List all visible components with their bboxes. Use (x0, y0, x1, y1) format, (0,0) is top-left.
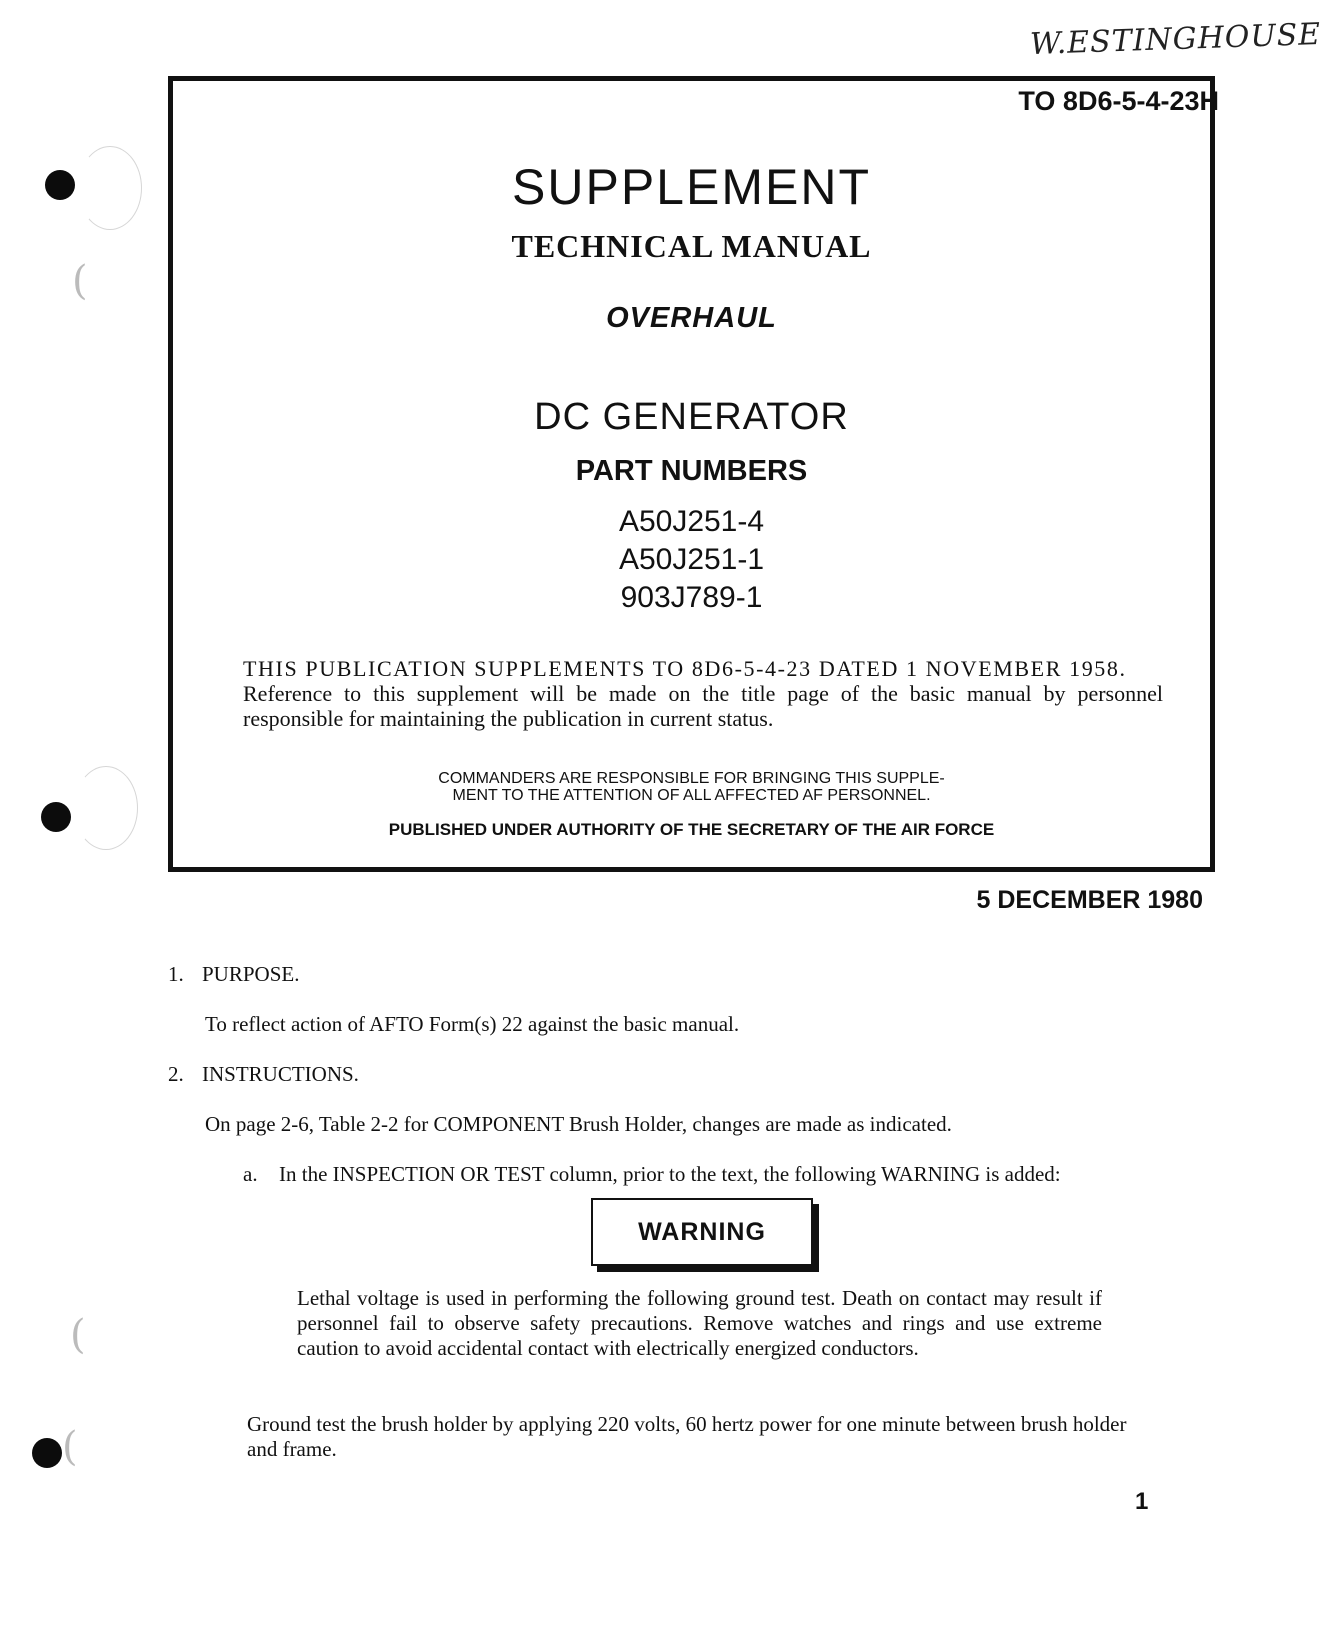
part-number: A50J251-1 (618, 543, 765, 576)
commanders-notice-line2: MENT TO THE ATTENTION OF ALL AFFECTED AF PERSONNEL. (452, 787, 931, 804)
handwritten-note: W.ESTINGHOUSE (1029, 16, 1322, 63)
section-instructions-text: On page 2-6, Table 2-2 for COMPONENT Brush Holder, changes are made as indicated. (205, 1112, 952, 1136)
punch-hole-top (45, 170, 75, 200)
part-number: 903J789-1 (620, 581, 763, 614)
warning-text: Lethal voltage is used in performing the following ground test. Death on contact may result if personnel fail to observe safety precautions. Remove watches and rings and use extreme caution to avoid accidental contact with electrically energized conductors. (297, 1286, 1102, 1360)
supplement-notice-body: Reference to this supplement will be made on the title page of the basic manual by personnel responsible for maintaining the publication in current status. (243, 681, 1163, 731)
section-number: 2. (168, 1062, 184, 1086)
punch-hole-middle (41, 802, 71, 832)
section-number: 1. (168, 962, 184, 986)
page-number: 1 (1135, 1488, 1149, 1515)
commanders-notice-line1: COMMANDERS ARE RESPONSIBLE FOR BRINGING THIS SUPPLE- (438, 770, 945, 787)
punch-hole-bottom (32, 1438, 62, 1468)
part-numbers-label: PART NUMBERS (575, 455, 808, 487)
supplement-notice-line1: THIS PUBLICATION SUPPLEMENTS TO 8D6-5-4-23 DATED 1 NOVEMBER 1958. (243, 656, 1127, 681)
part-number: A50J251-4 (618, 505, 765, 538)
to-number: TO 8D6-5-4-23H (1018, 86, 1219, 116)
document-title: SUPPLEMENT (512, 159, 871, 215)
punch-hole-ring-middle (74, 766, 138, 850)
section-heading: PURPOSE. (202, 962, 300, 986)
section-instructions (168, 1062, 359, 1087)
edge-mark: ( (70, 1312, 86, 1358)
part-number-list (168, 503, 1215, 617)
edge-mark: ( (62, 1424, 78, 1470)
section-heading: INSTRUCTIONS. (202, 1062, 359, 1086)
publication-date: 5 DECEMBER 1980 (976, 886, 1203, 914)
item-label: a. (243, 1162, 258, 1186)
authority-statement: PUBLISHED UNDER AUTHORITY OF THE SECRETARY OF THE AIR FORCE (388, 820, 995, 839)
document-subtitle: TECHNICAL MANUAL (511, 228, 872, 264)
document-category: OVERHAUL (606, 302, 777, 334)
item-text: In the INSPECTION OR TEST column, prior to the text, the following WARNING is added: (279, 1162, 1061, 1186)
supplement-notice (243, 656, 1163, 731)
item-a (243, 1162, 1061, 1187)
ground-test-instruction: Ground test the brush holder by applying 220 volts, 60 hertz power for one minute between brush holder and frame. (247, 1412, 1127, 1461)
warning-label: WARNING (638, 1217, 766, 1246)
section-purpose (168, 962, 299, 987)
commanders-notice (168, 770, 1215, 804)
punch-hole-ring-top (78, 146, 142, 230)
product-name: DC GENERATOR (534, 396, 849, 438)
warning-box (591, 1198, 813, 1266)
edge-mark: ( (72, 258, 88, 304)
section-purpose-text: To reflect action of AFTO Form(s) 22 against the basic manual. (205, 1012, 740, 1036)
